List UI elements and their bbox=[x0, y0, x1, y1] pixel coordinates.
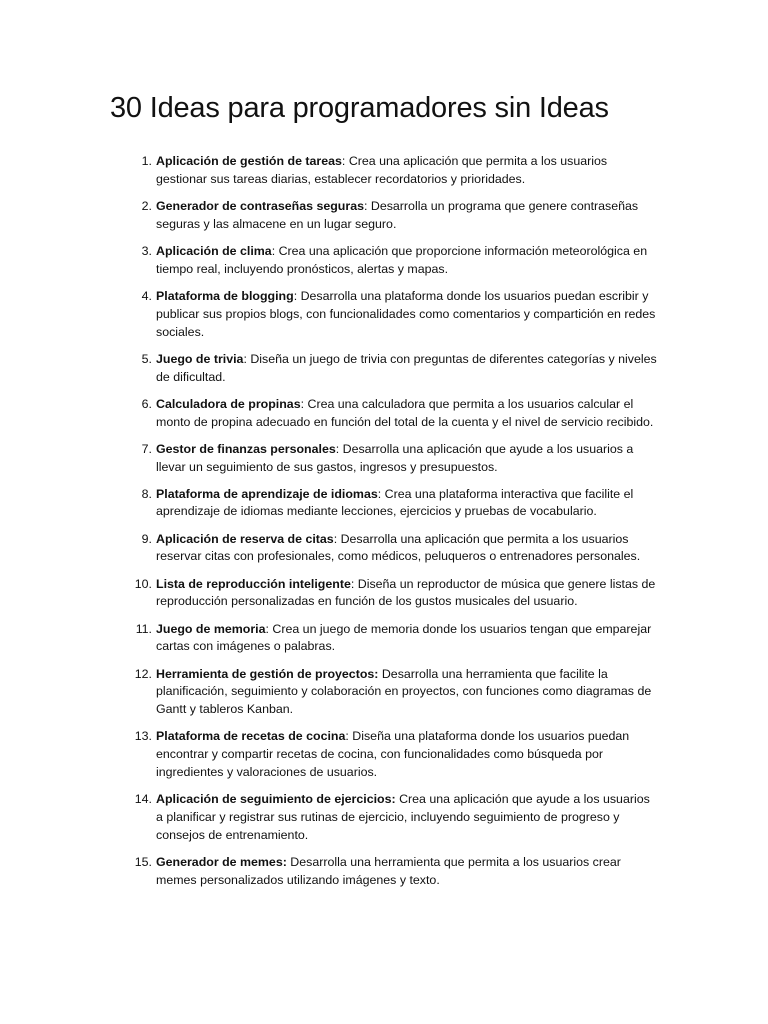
item-term: Generador de contraseñas seguras bbox=[156, 198, 364, 213]
item-number: 10. bbox=[134, 576, 152, 591]
item-description: Diseña un juego de trivia con preguntas de diferentes categorías y niveles de dificultad. bbox=[156, 351, 657, 384]
list-item bbox=[128, 531, 658, 567]
item-term: Plataforma de recetas de cocina bbox=[156, 729, 346, 744]
item-description: Diseña un reproductor de música que genere listas de reproducción personalizadas en función de los gustos musicales del usuario. bbox=[156, 576, 656, 609]
item-separator: : bbox=[300, 396, 305, 411]
item-term: Lista de reproducción inteligente bbox=[156, 576, 351, 591]
item-description: Crea una aplicación que permita a los usuarios gestionar sus tareas diarias, establecer recordatorios y prioridades. bbox=[156, 154, 608, 186]
item-separator: : bbox=[333, 531, 338, 546]
item-number: 1. bbox=[141, 154, 152, 168]
item-term: Herramienta de gestión de proyectos: bbox=[156, 666, 379, 681]
item-term: Generador de memes: bbox=[156, 854, 287, 869]
item-description: Crea un juego de memoria donde los usuarios tengan que emparejar cartas con imágenes o palabras. bbox=[156, 621, 652, 654]
item-number: 2. bbox=[141, 198, 152, 213]
item-number: 8. bbox=[141, 486, 152, 501]
list-item bbox=[128, 441, 658, 477]
item-number: 4. bbox=[141, 288, 152, 303]
item-separator: : bbox=[243, 351, 247, 366]
item-term: Aplicación de reserva de citas bbox=[156, 531, 334, 546]
item-separator: : bbox=[271, 243, 276, 258]
list-item bbox=[128, 153, 658, 189]
page-title: 30 Ideas para programadores sin Ideas bbox=[110, 92, 609, 124]
item-term: Aplicación de gestión de tareas bbox=[156, 154, 342, 168]
item-number: 7. bbox=[141, 441, 152, 456]
item-number: 9. bbox=[141, 531, 152, 546]
item-number: 12. bbox=[134, 666, 152, 681]
item-term: Plataforma de aprendizaje de idiomas bbox=[156, 486, 378, 501]
item-description: Desarrolla una herramienta que permita a los usuarios crear memes personalizados utilizando imágenes y texto. bbox=[156, 854, 621, 887]
item-description: Crea una calculadora que permita a los usuarios calcular el monto de propina adecuado en función del total de la cuenta y el nivel de servicio recibido. bbox=[156, 396, 654, 429]
item-separator: : bbox=[293, 288, 298, 303]
item-separator: : bbox=[345, 729, 349, 744]
item-term: Juego de trivia bbox=[156, 351, 244, 366]
item-description: Desarrolla un programa que genere contraseñas seguras y las almacene en un lugar seguro. bbox=[156, 198, 639, 231]
list-item bbox=[128, 728, 658, 781]
list-item bbox=[128, 288, 658, 341]
item-term: Aplicación de clima bbox=[156, 243, 272, 258]
list-item bbox=[128, 854, 658, 890]
item-description: Desarrolla una aplicación que ayude a los usuarios a llevar un seguimiento de sus gastos, ingresos y presupuestos. bbox=[156, 441, 634, 474]
item-separator: : bbox=[265, 621, 269, 636]
item-number: 14. bbox=[134, 792, 152, 807]
item-description: Crea una aplicación que proporcione información meteorológica en tiempo real, incluyendo pronósticos, alertas y mapas. bbox=[156, 243, 648, 276]
item-separator: : bbox=[363, 198, 368, 213]
item-number: 15. bbox=[134, 854, 152, 869]
list-item bbox=[128, 486, 658, 522]
item-number: 11. bbox=[135, 621, 152, 636]
item-description: Diseña una plataforma donde los usuarios puedan encontrar y compartir recetas de cocina, con funcionalidades como búsqueda por ingredientes y valoraciones de usuarios. bbox=[156, 729, 630, 779]
item-term: Aplicación de seguimiento de ejercicios: bbox=[156, 792, 396, 807]
list-item bbox=[128, 666, 658, 719]
item-number: 6. bbox=[141, 396, 152, 411]
list-item bbox=[128, 576, 658, 612]
list-item bbox=[128, 396, 658, 432]
item-separator: : bbox=[341, 154, 346, 168]
list-item bbox=[128, 621, 658, 657]
list-item bbox=[128, 198, 658, 234]
list-item bbox=[128, 351, 658, 387]
list-item bbox=[128, 791, 658, 844]
ideas-list bbox=[128, 153, 658, 899]
item-description: Crea una aplicación que ayude a los usuarios a planificar y registrar sus rutinas de ejercicio, incluyendo seguimiento de progreso y consejos de entrenamiento. bbox=[156, 792, 650, 842]
item-description: Desarrolla una plataforma donde los usuarios puedan escribir y publicar sus propios blogs, con funcionalidades como comentarios y compartición en redes sociales. bbox=[156, 288, 656, 339]
item-number: 5. bbox=[141, 351, 152, 366]
item-separator: : bbox=[377, 486, 382, 501]
item-description: Desarrolla una aplicación que permita a los usuarios reservar citas con profesionales, como médicos, peluqueros o entrenadores personales. bbox=[156, 531, 641, 564]
list-item bbox=[128, 243, 658, 279]
item-separator: : bbox=[335, 441, 340, 456]
item-number: 3. bbox=[141, 243, 152, 258]
item-description: Crea una plataforma interactiva que facilite el aprendizaje de idiomas mediante lecciones, ejercicios y pruebas de vocabulario. bbox=[156, 486, 634, 519]
item-description: Desarrolla una herramienta que facilite la planificación, seguimiento y colaboración en proyectos, con funciones como diagramas de Gantt y tableros Kanban. bbox=[156, 666, 652, 717]
item-term: Juego de memoria bbox=[156, 621, 266, 636]
item-term: Gestor de finanzas personales bbox=[156, 441, 336, 456]
item-number: 13. bbox=[134, 729, 152, 744]
item-term: Calculadora de propinas bbox=[156, 396, 301, 411]
item-separator: : bbox=[350, 576, 355, 591]
item-term: Plataforma de blogging bbox=[156, 288, 294, 303]
